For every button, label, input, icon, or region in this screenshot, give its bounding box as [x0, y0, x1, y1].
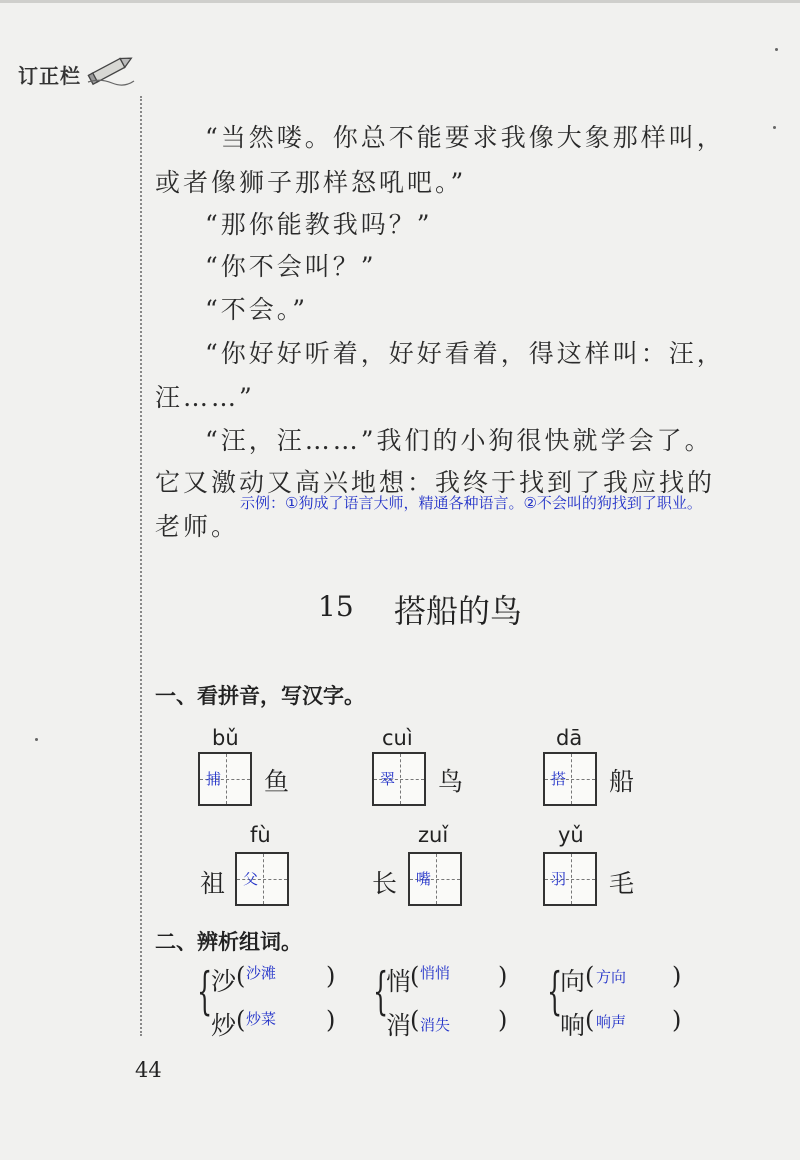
lesson-title: 搭船的鸟 — [394, 592, 523, 630]
correction-column-label: 订正栏 — [18, 64, 81, 88]
pinyin-label: cuì — [382, 726, 413, 750]
writing-box[interactable] — [543, 752, 597, 806]
word-answer: 悄悄 — [420, 964, 451, 982]
brace-symbol: { — [373, 962, 389, 1021]
close-paren: ) — [672, 1006, 682, 1034]
writing-box[interactable] — [198, 752, 252, 806]
handwritten-answer: 捕 — [206, 770, 222, 788]
example-answer: 示例：①狗成了语言大师，精通各种语言。②不会叫的狗找到了职业。 — [240, 494, 702, 512]
word-character: 鱼 — [264, 767, 290, 796]
lesson-number: 15 — [318, 590, 354, 623]
pinyin-label: zuǐ — [418, 823, 449, 847]
word-answer: 消失 — [420, 1016, 451, 1034]
word-character: 响 — [560, 1011, 586, 1040]
scan-speck — [773, 126, 776, 129]
word-character: 船 — [609, 767, 635, 796]
pinyin-label: bǔ — [212, 726, 239, 750]
word-answer: 炒菜 — [246, 1010, 277, 1028]
handwritten-answer: 羽 — [551, 870, 567, 888]
section2-title: 二、辨析组词。 — [155, 930, 302, 954]
word-character: 鸟 — [438, 767, 464, 796]
word-character: 长 — [372, 869, 398, 898]
word-answer: 方向 — [596, 968, 627, 986]
story-line: 它又激动又高兴地想：我终于找到了我应找的 — [155, 468, 716, 497]
close-paren: ) — [326, 962, 336, 990]
open-paren: ( — [410, 1006, 420, 1034]
top-edge-line — [0, 0, 800, 3]
word-character: 祖 — [200, 869, 226, 898]
writing-box[interactable] — [235, 852, 289, 906]
story-line: 老师。 — [155, 512, 240, 541]
open-paren: ( — [236, 962, 246, 990]
handwritten-answer: 父 — [243, 870, 259, 888]
writing-box[interactable] — [408, 852, 462, 906]
story-line: “你不会叫？” — [205, 252, 377, 281]
story-line: “当然喽。你总不能要求我像大象那样叫， — [205, 123, 725, 152]
word-character: 向 — [560, 967, 586, 996]
close-paren: ) — [498, 1006, 508, 1034]
story-line: 汪……” — [155, 383, 255, 412]
pinyin-label: yǔ — [558, 823, 584, 847]
brace-symbol: { — [197, 962, 213, 1021]
brace-symbol: { — [547, 962, 563, 1021]
handwritten-answer: 搭 — [551, 770, 567, 788]
handwritten-answer: 嘴 — [416, 870, 432, 888]
pinyin-label: dā — [556, 726, 583, 750]
margin-dotted-line — [140, 96, 142, 1036]
section1-title: 一、看拼音，写汉字。 — [155, 684, 365, 708]
word-answer: 沙滩 — [246, 964, 277, 982]
open-paren: ( — [236, 1006, 246, 1034]
writing-box[interactable] — [543, 852, 597, 906]
story-line: “不会。” — [205, 295, 309, 324]
page-number: 44 — [135, 1058, 162, 1082]
close-paren: ) — [326, 1006, 336, 1034]
story-line: “你好好听着，好好看着，得这样叫：汪， — [205, 339, 725, 368]
story-line: “汪，汪……”我们的小狗很快就学会了。 — [205, 426, 713, 455]
writing-box[interactable] — [372, 752, 426, 806]
open-paren: ( — [585, 1006, 595, 1034]
scan-speck — [775, 48, 778, 51]
word-character: 悄 — [386, 967, 412, 996]
word-answer: 响声 — [596, 1013, 627, 1031]
pencil-icon — [86, 52, 136, 86]
word-character: 沙 — [211, 967, 237, 996]
pinyin-label: fù — [250, 823, 271, 847]
word-character: 消 — [386, 1011, 412, 1040]
story-line: “那你能教我吗？” — [205, 210, 433, 239]
word-character: 毛 — [609, 869, 635, 898]
close-paren: ) — [672, 962, 682, 990]
scan-speck — [35, 738, 38, 741]
open-paren: ( — [410, 962, 420, 990]
story-line: 或者像狮子那样怒吼吧。” — [155, 168, 467, 197]
word-character: 炒 — [211, 1011, 237, 1040]
close-paren: ) — [498, 962, 508, 990]
handwritten-answer: 翠 — [380, 770, 396, 788]
open-paren: ( — [585, 962, 595, 990]
